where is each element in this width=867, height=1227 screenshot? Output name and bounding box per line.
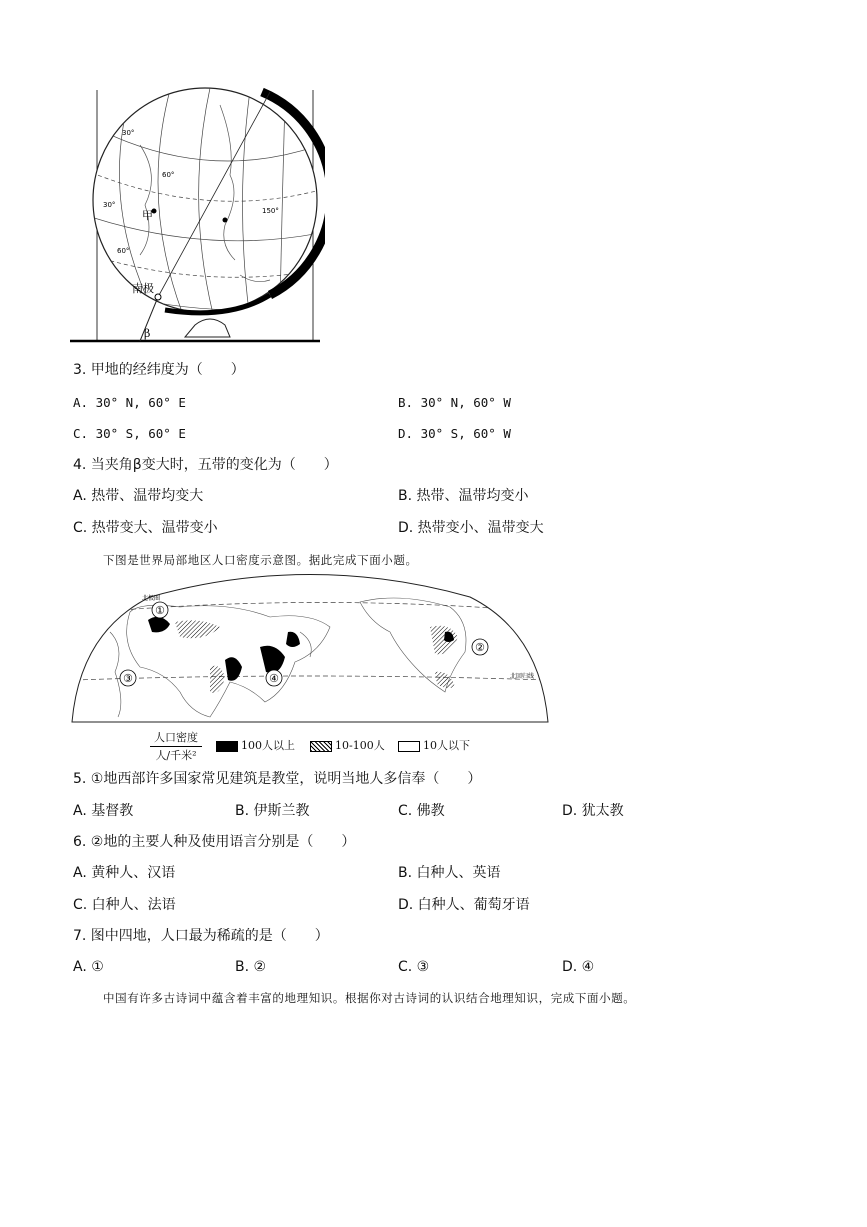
map-legend	[150, 730, 480, 764]
map-marker-2: ②	[475, 641, 485, 654]
question-5-option-d[interactable]: D. 犹太教	[562, 803, 624, 819]
question-5-option-b[interactable]: B. 伊斯兰教	[235, 803, 310, 819]
question-3-option-a[interactable]: A. 30° N, 60° E	[73, 395, 186, 410]
legend-title-top: 人口密度	[154, 731, 198, 744]
beta-label: β	[144, 327, 151, 340]
question-4-stem: 4. 当夹角β变大时，五带的变化为（ ）	[73, 457, 338, 473]
question-3-stem: 3. 甲地的经纬度为（ ）	[73, 362, 245, 378]
legend-swatch-white	[398, 741, 420, 752]
legend-swatch-hatched	[310, 741, 332, 752]
question-3-option-b[interactable]: B. 30° N, 60° W	[398, 395, 511, 410]
lon-150-label: 150°	[262, 207, 279, 215]
question-5-option-c[interactable]: C. 佛教	[398, 803, 445, 819]
question-6-option-c[interactable]: C. 白种人、法语	[73, 897, 176, 913]
question-7-option-d[interactable]: D. ④	[562, 959, 595, 975]
map-marker-4: ④	[269, 672, 279, 685]
question-6-option-b[interactable]: B. 白种人、英语	[398, 865, 501, 881]
legend-swatch-black	[216, 741, 238, 752]
question-7-option-b[interactable]: B. ②	[235, 959, 267, 975]
question-3-option-c[interactable]: C. 30° S, 60° E	[73, 426, 186, 441]
map-marker-3: ③	[123, 672, 133, 685]
lat-30-lower-label: 30°	[103, 201, 116, 209]
question-7-stem: 7. 图中四地，人口最为稀疏的是（ ）	[73, 928, 329, 944]
map-intro-text: 下图是世界局部地区人口密度示意图。据此完成下面小题。	[103, 553, 418, 567]
legend-title-bottom: 人/千米²	[155, 749, 197, 762]
question-5-option-a[interactable]: A. 基督教	[73, 803, 134, 819]
poetry-intro-text: 中国有许多古诗词中蕴含着丰富的地理知识。根据你对古诗词的认识结合地理知识，完成下面小题。	[103, 991, 636, 1005]
question-5-stem: 5. ①地西部许多国家常见建筑是教堂，说明当地人多信奉（ ）	[73, 771, 482, 787]
lat-30-upper-label: 30°	[122, 129, 135, 137]
south-pole-label: 南极	[132, 282, 154, 295]
question-4-option-a[interactable]: A. 热带、温带均变大	[73, 488, 204, 504]
legend-item-low	[398, 739, 470, 753]
population-density-map	[70, 572, 550, 727]
jia-label: 甲	[142, 209, 153, 222]
question-7-option-a[interactable]: A. ①	[73, 959, 104, 975]
question-4-option-d[interactable]: D. 热带变小、温带变大	[398, 520, 544, 536]
question-6-option-d[interactable]: D. 白种人、葡萄牙语	[398, 897, 530, 913]
question-4-option-c[interactable]: C. 热带变大、温带变小	[73, 520, 218, 536]
legend-item-high	[216, 739, 295, 753]
lat-60-lower-label: 60°	[117, 247, 130, 255]
lat-60-upper-label: 60°	[162, 171, 175, 179]
map-marker-1: ①	[155, 604, 165, 617]
legend-item-medium	[310, 739, 385, 753]
legend-label-low: 10人以下	[423, 739, 470, 752]
question-6-option-a[interactable]: A. 黄种人、汉语	[73, 865, 176, 881]
question-4-option-b[interactable]: B. 热带、温带均变小	[398, 488, 529, 504]
arctic-circle-label: 北极圈	[142, 595, 161, 602]
question-7-option-c[interactable]: C. ③	[398, 959, 430, 975]
legend-label-high: 100人以上	[241, 739, 295, 752]
globe-figure	[70, 85, 325, 347]
question-6-stem: 6. ②地的主要人种及使用语言分别是（ ）	[73, 834, 356, 850]
question-3-option-d[interactable]: D. 30° S, 60° W	[398, 426, 511, 441]
legend-label-medium: 10-100人	[335, 739, 385, 752]
legend-title	[150, 730, 202, 763]
tropic-of-cancer-label: 北回归线	[510, 673, 535, 680]
